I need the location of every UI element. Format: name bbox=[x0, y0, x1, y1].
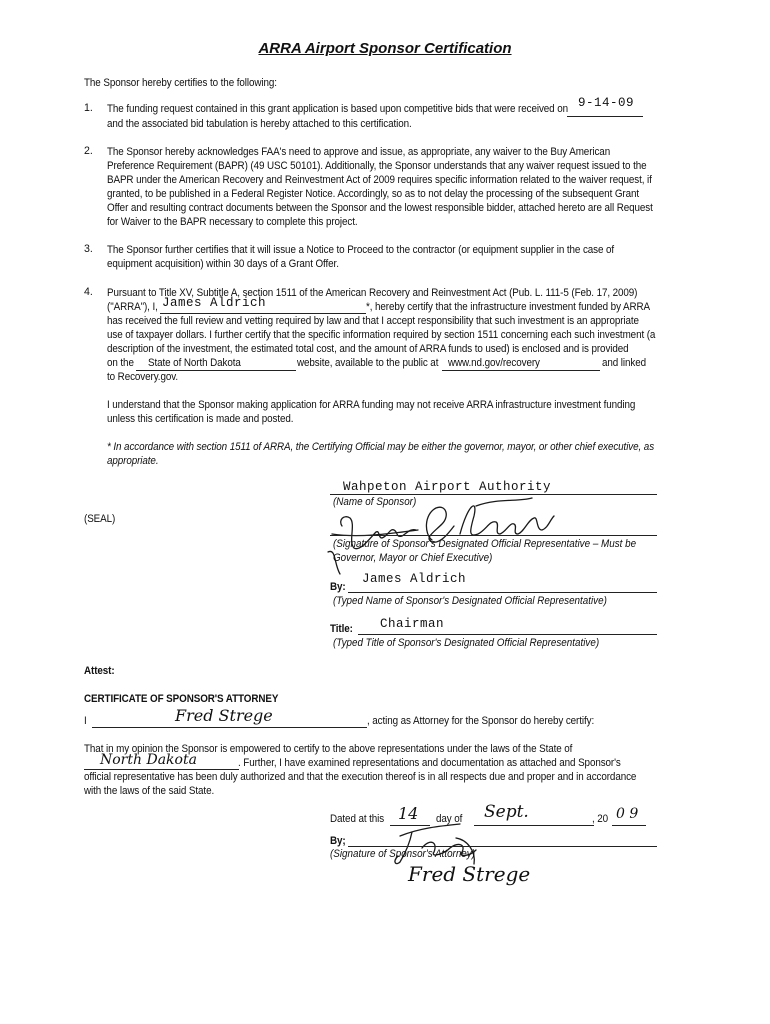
item-1-text-a: The funding request contained in this grant application is based upon competitive bids that were received on bbox=[107, 103, 568, 115]
attorney-i-label: I bbox=[84, 715, 87, 727]
website-owner: State of North Dakota bbox=[148, 357, 241, 369]
attorney-heading: CERTIFICATE OF SPONSOR'S ATTORNEY bbox=[84, 693, 279, 705]
item-4-line-2b: *, hereby certify that the infrastructure investment funded by ARRA bbox=[366, 301, 651, 313]
day-of-label: day of bbox=[436, 813, 463, 825]
opinion-line-3: official representative has been duly authorized and that the execution thereof is in all respects due and proper and in accordance with the laws of the said State. bbox=[84, 771, 637, 797]
attorney-signature-caption: (Signature of Sponsor's Attorney) bbox=[330, 848, 475, 860]
attorney-signature-image bbox=[350, 818, 500, 868]
item-3-text: The Sponsor further certifies that it will issue a Notice to Proceed to the contractor (or equipment supplier in the case of equipment acquisition) within 30 days of a Grant Offer. bbox=[107, 244, 615, 270]
year-prefix: , 20 bbox=[592, 813, 609, 825]
by-label: By: bbox=[330, 581, 346, 593]
typed-name-caption: (Typed Name of Sponsor's Designated Official Representative) bbox=[333, 595, 607, 607]
typed-title-caption: (Typed Title of Sponsor's Designated Official Representative) bbox=[333, 637, 600, 649]
attorney-signature-line bbox=[348, 846, 657, 847]
sponsor-name-caption: (Name of Sponsor) bbox=[333, 496, 417, 508]
footnote-text: * In accordance with section 1511 of ARRA, the Certifying Official may be either the governor, mayor, or other chief executive, as appropriate. bbox=[107, 441, 655, 467]
state-handwritten: North Dakota bbox=[100, 752, 197, 768]
item-4-linked: and linked bbox=[602, 357, 647, 369]
day-handwritten: 14 bbox=[398, 804, 419, 823]
attorney-printed-signature: Fred Strege bbox=[408, 862, 531, 886]
website-url[interactable]: www.nd.gov/recovery bbox=[448, 357, 540, 369]
attorney-name-handwritten: Fred Strege bbox=[175, 706, 273, 725]
seal-label: (SEAL) bbox=[84, 513, 116, 525]
opinion-line-1: That in my opinion the Sponsor is empowered to certify to the above representations under the laws of the State of bbox=[84, 743, 573, 755]
website-url-line bbox=[442, 370, 600, 371]
document-title: ARRA Airport Sponsor Certification bbox=[258, 40, 512, 57]
item-number: 4. bbox=[84, 286, 93, 298]
item-4-line-2a: ("ARRA"), I, bbox=[107, 301, 158, 313]
typed-name-line bbox=[348, 592, 657, 593]
typed-name-value: James Aldrich bbox=[362, 572, 467, 586]
signature-line bbox=[330, 535, 657, 536]
attorney-name-line bbox=[92, 727, 367, 728]
typed-title-value: Chairman bbox=[380, 617, 445, 631]
website-text: website, available to the public at bbox=[297, 357, 439, 369]
item-number: 1. bbox=[84, 102, 93, 114]
month-handwritten: Sept. bbox=[484, 802, 529, 822]
signature-caption-1: (Signature of Sponsor's Designated Official Representative – Must be bbox=[333, 538, 637, 550]
attest-label: Attest: bbox=[84, 665, 115, 677]
item-4-line-1: Pursuant to Title XV, Subtitle A, section 1511 of the American Recovery and Reinvestment Act (Pub. L. 111-5 (Feb. 17, 2009) bbox=[107, 287, 638, 299]
official-name-value: James Aldrich bbox=[162, 296, 267, 310]
item-4-middle: has received the full review and vetting required by law and that I accept responsibility that such investment is an appropriate use of taxpayer dollars. I further certify that the specific information required by section 1511 concerning each such investment (a description of the investment, the estimated total cost, and the amount of ARRA funds to used) is enclosed and is provided bbox=[107, 315, 656, 355]
typed-title-line bbox=[358, 634, 657, 635]
understand-text: I understand that the Sponsor making application for ARRA funding may not receive ARRA infrastructure investment funding unless this certification is made and posted. bbox=[107, 399, 636, 425]
item-2-text: The Sponsor hereby acknowledges FAA's need to approve and issue, as appropriate, any waiver to the Buy American Preference Requirement (BAPR) (49 USC 50101). Additionally, the Sponsor understands that any waiver request issued to the BAPR under the American Recovery and Reinvestment Act of 2009 requires specific information related to the waiver request, if granted, to be published in a Federal Register Notice. Accordingly, so as to not delay the processing of the subsequent Grant Offer and resulting contract documents between the Sponsor and the lowest responsible bidder, attached hereto are all Request for Waiver to the BAPR necessary to complete this project. bbox=[107, 146, 653, 228]
attorney-by-label: By; bbox=[330, 835, 346, 847]
intro-text: The Sponsor hereby certifies to the following: bbox=[84, 77, 277, 89]
title-label: Title: bbox=[330, 623, 353, 635]
item-number: 2. bbox=[84, 145, 93, 157]
bid-date-line bbox=[567, 116, 643, 117]
signature-caption-2: Governor, Mayor or Chief Executive) bbox=[333, 552, 493, 564]
attorney-acting: , acting as Attorney for the Sponsor do hereby certify: bbox=[367, 715, 595, 727]
year-line bbox=[612, 825, 646, 826]
item-number: 3. bbox=[84, 243, 93, 255]
bid-date-value: 9-14-09 bbox=[578, 96, 635, 110]
dated-label: Dated at this bbox=[330, 813, 385, 825]
item-4-on-the: on the bbox=[107, 357, 134, 369]
item-1-text-b: and the associated bid tabulation is hereby attached to this certification. bbox=[107, 118, 412, 130]
opinion-line-2: . Further, I have examined representations and documentation as attached and Sponsor's bbox=[238, 757, 621, 769]
year-handwritten: 0 9 bbox=[616, 806, 639, 822]
sponsor-name-value: Wahpeton Airport Authority bbox=[343, 480, 552, 494]
item-4-last: to Recovery.gov. bbox=[107, 371, 178, 383]
